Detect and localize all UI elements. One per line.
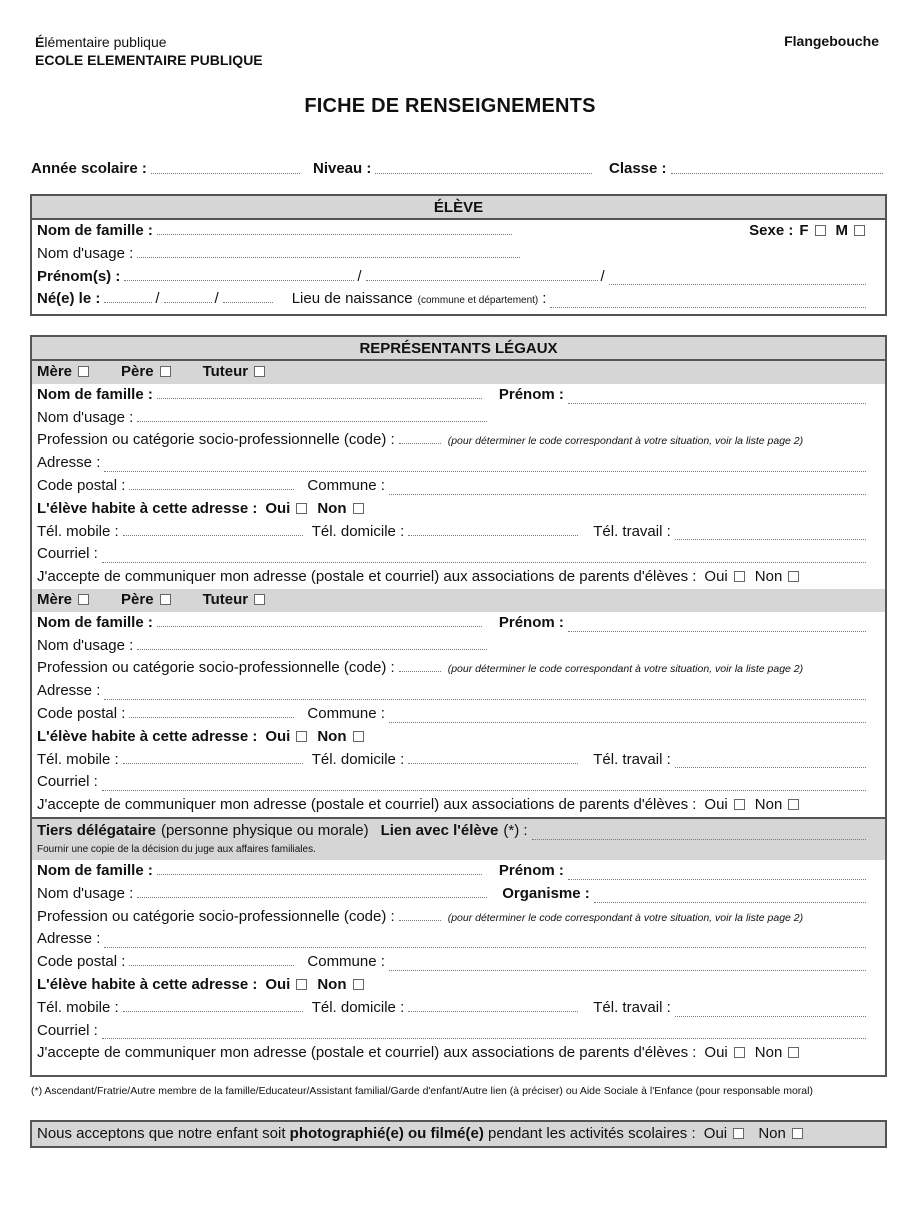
rep2-nom-field[interactable] [157, 626, 482, 627]
school-year-row [31, 160, 886, 177]
rep1-courriel-field[interactable] [102, 562, 866, 563]
eleve-prenoms-label: Prénom(s) : [37, 267, 121, 285]
rep2-cp-label: Code postal : [37, 704, 126, 722]
rep1-nom-label: Nom de famille : [37, 385, 153, 403]
rep2-type-row [32, 589, 885, 612]
tiers-prenom-label: Prénom : [498, 861, 564, 879]
rep1-profession-field[interactable] [399, 443, 441, 444]
tiers-nom-label: Nom de famille : [37, 861, 153, 879]
rep1-nom-usage-field[interactable] [137, 421, 487, 422]
school-town: Flangebouche [784, 33, 879, 49]
rep2-prenom-field[interactable] [568, 631, 866, 632]
sexe-m-checkbox[interactable] [854, 225, 865, 236]
tiers-mobile-label: Tél. mobile : [37, 998, 119, 1016]
rep2-travail-label: Tél. travail : [593, 750, 671, 768]
rep1-adresse-field[interactable] [104, 471, 866, 472]
rep1-habite-oui-label: Oui [265, 499, 291, 517]
rep1-type-row [32, 361, 885, 384]
rep1-accepte-non-checkbox[interactable] [788, 571, 799, 582]
sexe-m-label: M [835, 222, 848, 239]
tiers-domicile-label: Tél. domicile : [311, 998, 405, 1016]
tiers-mobile-field[interactable] [123, 1011, 303, 1012]
eleve-nom-famille-field[interactable] [157, 234, 512, 235]
photo-text-start: Nous acceptons que notre enfant soit [37, 1125, 286, 1142]
rep2-travail-field[interactable] [675, 767, 866, 768]
rep1-pere-checkbox[interactable] [160, 366, 171, 377]
tiers-cp-label: Code postal : [37, 953, 126, 971]
rep2-profession-note: (pour déterminer le code correspondant à votre situation, voir la liste page 2) [447, 663, 804, 676]
tiers-lien-field[interactable] [532, 839, 866, 840]
photo-non-checkbox[interactable] [792, 1128, 803, 1139]
rep1-profession-label: Profession ou catégorie socio-professionnelle (code) : [37, 431, 395, 449]
slash: / [357, 267, 362, 285]
photo-consent-box [30, 1120, 887, 1148]
tiers-domicile-field[interactable] [408, 1011, 578, 1012]
tiers-nom-field[interactable] [157, 874, 482, 875]
tiers-organisme-field[interactable] [594, 902, 866, 903]
lieu-naissance-field[interactable] [550, 307, 866, 308]
photo-oui-checkbox[interactable] [733, 1128, 744, 1139]
tiers-habite-oui-checkbox[interactable] [296, 979, 307, 990]
school-type: Élémentaire publique [35, 34, 167, 50]
tiers-accepte-non-checkbox[interactable] [788, 1047, 799, 1058]
photo-text-bold: photographié(e) ou filmé(e) [289, 1125, 484, 1142]
rep1-domicile-label: Tél. domicile : [311, 522, 405, 540]
rep2-adresse-label: Adresse : [37, 682, 101, 700]
rep1-mere-label: Mère [37, 363, 73, 380]
tiers-nom-usage-field[interactable] [137, 897, 487, 898]
rep2-courriel-field[interactable] [102, 790, 866, 791]
rep2-accepte-oui-label: Oui [704, 796, 728, 814]
sexe-label: Sexe : [749, 222, 794, 239]
eleve-ne-le-label: Né(e) le : [37, 290, 101, 308]
tiers-habite-oui-label: Oui [265, 975, 291, 993]
tiers-profession-label: Profession ou catégorie socio-professionnelle (code) : [37, 907, 395, 925]
rep1-tuteur-checkbox[interactable] [254, 366, 265, 377]
rep2-domicile-field[interactable] [408, 763, 578, 764]
tiers-prenom-field[interactable] [568, 879, 866, 880]
tiers-courriel-label: Courriel : [37, 1021, 98, 1039]
tiers-travail-field[interactable] [675, 1016, 866, 1017]
rep1-accepte-non-label: Non [754, 568, 783, 586]
rep2-profession-field[interactable] [399, 671, 441, 672]
rep1-accepte-oui-checkbox[interactable] [734, 571, 745, 582]
classe-label: Classe : [609, 160, 667, 177]
school-header [35, 33, 263, 69]
tiers-accepte-oui-label: Oui [704, 1044, 728, 1062]
school-name: ECOLE ELEMENTAIRE PUBLIQUE [35, 52, 263, 68]
rep1-nom-field[interactable] [157, 398, 482, 399]
tiers-accepte-oui-checkbox[interactable] [734, 1047, 745, 1058]
annee-label: Année scolaire : [31, 160, 147, 177]
tiers-habite-label: L'élève habite à cette adresse : [37, 975, 258, 993]
eleve-nom-usage-field[interactable] [137, 257, 520, 258]
birth-day-field[interactable] [104, 302, 152, 303]
rep1-commune-label: Commune : [307, 476, 385, 494]
eleve-nom-usage-label: Nom d'usage : [37, 244, 134, 262]
lieu-naissance-label: Lieu de naissance [291, 290, 413, 308]
rep2-habite-oui-checkbox[interactable] [296, 731, 307, 742]
rep2-prenom-label: Prénom : [498, 613, 564, 631]
annee-field[interactable] [151, 173, 300, 174]
photo-text-end: pendant les activités scolaires : [488, 1125, 696, 1142]
rep1-profession-note: (pour déterminer le code correspondant à votre situation, voir la liste page 2) [447, 435, 804, 448]
tiers-commune-label: Commune : [307, 953, 385, 971]
page-title: FICHE DE RENSEIGNEMENTS [304, 95, 596, 117]
rep2-commune-field[interactable] [389, 722, 866, 723]
birth-month-field[interactable] [164, 302, 212, 303]
tiers-travail-label: Tél. travail : [593, 998, 671, 1016]
rep1-accepte-label: J'accepte de communiquer mon adresse (postale et courriel) aux associations de parents d'élèves : [37, 568, 697, 586]
rep1-habite-oui-checkbox[interactable] [296, 503, 307, 514]
lieu-naissance-note: (commune et département) [417, 295, 539, 307]
rep1-habite-non-checkbox[interactable] [353, 503, 364, 514]
rep1-tuteur-label: Tuteur [202, 363, 249, 380]
tiers-habite-non-checkbox[interactable] [353, 979, 364, 990]
eleve-prenom1-field[interactable] [124, 280, 354, 281]
rep2-cp-field[interactable] [129, 717, 294, 718]
tiers-accepte-non-label: Non [754, 1044, 783, 1062]
eleve-nom-famille-label: Nom de famille : [37, 222, 153, 239]
rep2-adresse-field[interactable] [104, 699, 866, 700]
classe-field[interactable] [671, 173, 883, 174]
rep1-mobile-label: Tél. mobile : [37, 522, 119, 540]
rep2-mere-checkbox[interactable] [78, 594, 89, 605]
tiers-habite-non-label: Non [317, 975, 347, 993]
rep2-habite-non-label: Non [317, 727, 347, 745]
tiers-profession-note: (pour déterminer le code correspondant à votre situation, voir la liste page 2) [447, 911, 804, 924]
rep2-profession-label: Profession ou catégorie socio-professionnelle (code) : [37, 659, 395, 677]
rep2-pere-label: Père [121, 590, 154, 608]
rep2-accepte-label: J'accepte de communiquer mon adresse (postale et courriel) aux associations de parents d'élèves : [37, 796, 697, 814]
rep1-prenom-label: Prénom : [498, 385, 564, 403]
niveau-label: Niveau : [313, 160, 372, 177]
rep1-cp-field[interactable] [129, 489, 294, 490]
rep2-habite-non-checkbox[interactable] [353, 731, 364, 742]
rep2-habite-oui-label: Oui [265, 727, 291, 745]
eleve-section [30, 194, 887, 316]
tiers-subtitle: (personne physique ou morale) [160, 821, 369, 839]
rep2-nom-label: Nom de famille : [37, 613, 153, 631]
tiers-accepte-label: J'accepte de communiquer mon adresse (postale et courriel) aux associations de parents d'élèves : [37, 1044, 697, 1062]
slash: / [155, 290, 160, 308]
tiers-organisme-label: Organisme : [502, 884, 590, 902]
rep1-cp-label: Code postal : [37, 476, 126, 494]
representants-section [30, 335, 887, 1077]
rep1-travail-label: Tél. travail : [593, 522, 671, 540]
niveau-field[interactable] [375, 173, 592, 174]
photo-oui-label: Oui [703, 1125, 728, 1142]
eleve-prenom3-field[interactable] [609, 284, 866, 285]
rep2-accepte-non-checkbox[interactable] [788, 799, 799, 810]
tiers-cp-field[interactable] [129, 965, 294, 966]
tiers-title: Tiers délégataire [37, 821, 156, 839]
tiers-lien-asterisk: (*) : [503, 821, 528, 839]
slash: / [600, 267, 605, 285]
representants-band: REPRÉSENTANTS LÉGAUX [32, 337, 885, 361]
rep1-accepte-oui-label: Oui [704, 568, 728, 586]
rep2-tuteur-checkbox[interactable] [254, 594, 265, 605]
tiers-note: Fournir une copie de la décision du juge aux affaires familiales. [37, 843, 316, 855]
birth-year-field[interactable] [223, 302, 273, 303]
rep2-courriel-label: Courriel : [37, 773, 98, 791]
rep2-mere-label: Mère [37, 590, 73, 608]
rep1-nom-usage-label: Nom d'usage : [37, 408, 134, 426]
eleve-band: ÉLÈVE [32, 196, 885, 220]
rep1-courriel-label: Courriel : [37, 545, 98, 563]
rep1-pere-label: Père [121, 363, 154, 380]
tiers-adresse-label: Adresse : [37, 930, 101, 948]
tiers-lien-label: Lien avec l'élève [380, 821, 499, 839]
slash: / [214, 290, 219, 308]
colon: : [542, 290, 547, 308]
tiers-header [32, 817, 885, 860]
rep2-nom-usage-field[interactable] [137, 649, 487, 650]
rep1-mere-checkbox[interactable] [78, 366, 89, 377]
tiers-adresse-field[interactable] [104, 947, 866, 948]
tiers-courriel-field[interactable] [102, 1038, 866, 1039]
tiers-nom-usage-label: Nom d'usage : [37, 884, 134, 902]
rep2-mobile-label: Tél. mobile : [37, 750, 119, 768]
rep2-accepte-non-label: Non [754, 796, 783, 814]
rep1-habite-label: L'élève habite à cette adresse : [37, 499, 258, 517]
rep1-mobile-field[interactable] [123, 535, 303, 536]
rep2-domicile-label: Tél. domicile : [311, 750, 405, 768]
rep1-commune-field[interactable] [389, 494, 866, 495]
eleve-prenom2-field[interactable] [366, 280, 598, 281]
rep2-commune-label: Commune : [307, 704, 385, 722]
rep2-mobile-field[interactable] [123, 763, 303, 764]
rep1-adresse-label: Adresse : [37, 454, 101, 472]
rep2-nom-usage-label: Nom d'usage : [37, 636, 134, 654]
sexe-f-checkbox[interactable] [815, 225, 826, 236]
photo-non-label: Non [758, 1125, 786, 1142]
rep1-prenom-field[interactable] [568, 403, 866, 404]
rep1-travail-field[interactable] [675, 539, 866, 540]
footnote: (*) Ascendant/Fratrie/Autre membre de la famille/Educateur/Assistant familial/Garde d'enfant/Autre lien (à préciser) ou Aide Sociale à l'Enfance (pour responsable moral) [31, 1085, 813, 1097]
rep2-pere-checkbox[interactable] [160, 594, 171, 605]
rep2-habite-label: L'élève habite à cette adresse : [37, 727, 258, 745]
sexe-f-label: F [799, 222, 809, 239]
rep2-accepte-oui-checkbox[interactable] [734, 799, 745, 810]
tiers-commune-field[interactable] [389, 970, 866, 971]
rep1-habite-non-label: Non [317, 499, 347, 517]
rep1-domicile-field[interactable] [408, 535, 578, 536]
rep2-tuteur-label: Tuteur [202, 590, 249, 608]
tiers-profession-field[interactable] [399, 920, 441, 921]
